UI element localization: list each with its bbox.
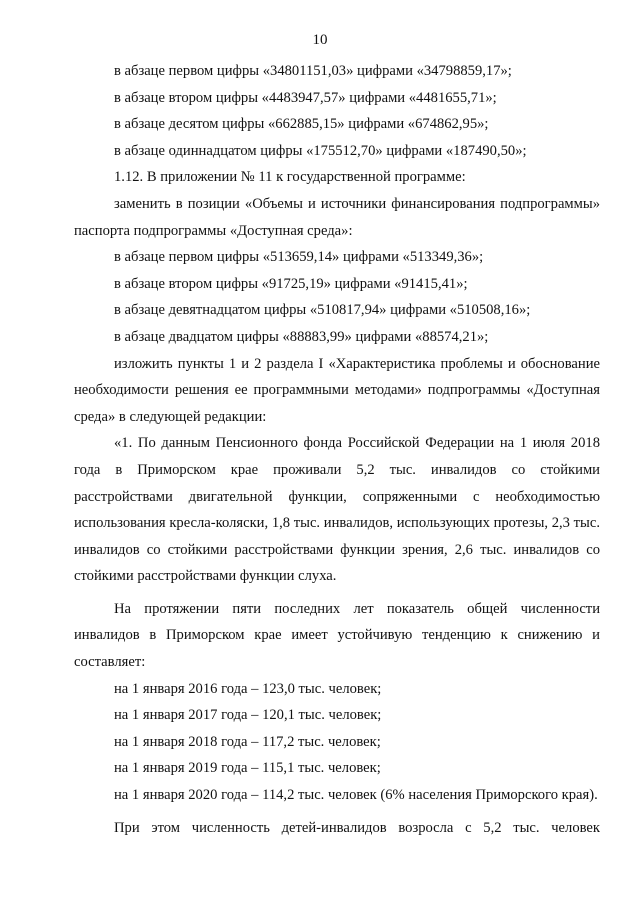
paragraph: в абзаце втором цифры «4483947,57» цифрами «4481655,71»;: [114, 89, 497, 106]
paragraph: на 1 января 2020 года – 114,2 тыс. человек (6% населения Приморского края).: [114, 787, 598, 804]
paragraph: в абзаце первом цифры «513659,14» цифрами «513349,36»;: [114, 249, 484, 266]
paragraph: заменить в позиции «Объемы и источники финансирования подпрограммы» паспорта подпрограммы «Доступная среда»:: [74, 195, 600, 239]
paragraph: на 1 января 2018 года – 117,2 тыс. человек;: [114, 733, 381, 750]
paragraph: изложить пункты 1 и 2 раздела I «Характеристика проблемы и обоснование необходимости решения ее программными методами» подпрограммы «Доступная среда» в следующей редакции:: [74, 355, 600, 425]
paragraph: на 1 января 2017 года – 120,1 тыс. человек;: [114, 707, 382, 724]
paragraph: При этом численность детей-инвалидов возросла с 5,2 тыс. человек: [114, 819, 600, 836]
paragraph: в абзаце одиннадцатом цифры «175512,70» цифрами «187490,50»;: [114, 142, 527, 159]
paragraph: в абзаце десятом цифры «662885,15» цифрами «674862,95»;: [114, 116, 489, 133]
page-number: 10: [312, 32, 328, 48]
paragraph: в абзаце первом цифры «34801151,03» цифрами «34798859,17»;: [114, 63, 512, 79]
document-body: [74, 58, 600, 841]
paragraph: «1. По данным Пенсионного фонда Российской Федерации на 1 июля 2018 года в Приморском крае проживали 5,2 тыс. инвалидов со стойкими расстройствами двигательной функции, сопряженными с необходимостью использования кресла-коляски, 1,8 тыс. инвалидов, использующих протезы, 2,3 тыс. инвалидов со стойкими расстройствами функции зрения, 2,6 тыс. инвалидов со стойкими расстройствами функции слуха.: [74, 435, 600, 585]
paragraph: в абзаце двадцатом цифры «88883,99» цифрами «88574,21»;: [114, 328, 489, 345]
paragraph: на 1 января 2019 года – 115,1 тыс. человек;: [114, 760, 381, 777]
paragraph: На протяжении пяти последних лет показатель общей численности инвалидов в Приморском крае имеет устойчивую тенденцию к снижению и составляет:: [74, 600, 600, 671]
paragraph: на 1 января 2016 года – 123,0 тыс. человек;: [114, 680, 382, 697]
paragraph: 1.12. В приложении № 11 к государственной программе:: [114, 169, 466, 186]
paragraph: в абзаце втором цифры «91725,19» цифрами «91415,41»;: [114, 275, 468, 292]
paragraph: в абзаце девятнадцатом цифры «510817,94» цифрами «510508,16»;: [114, 302, 531, 319]
